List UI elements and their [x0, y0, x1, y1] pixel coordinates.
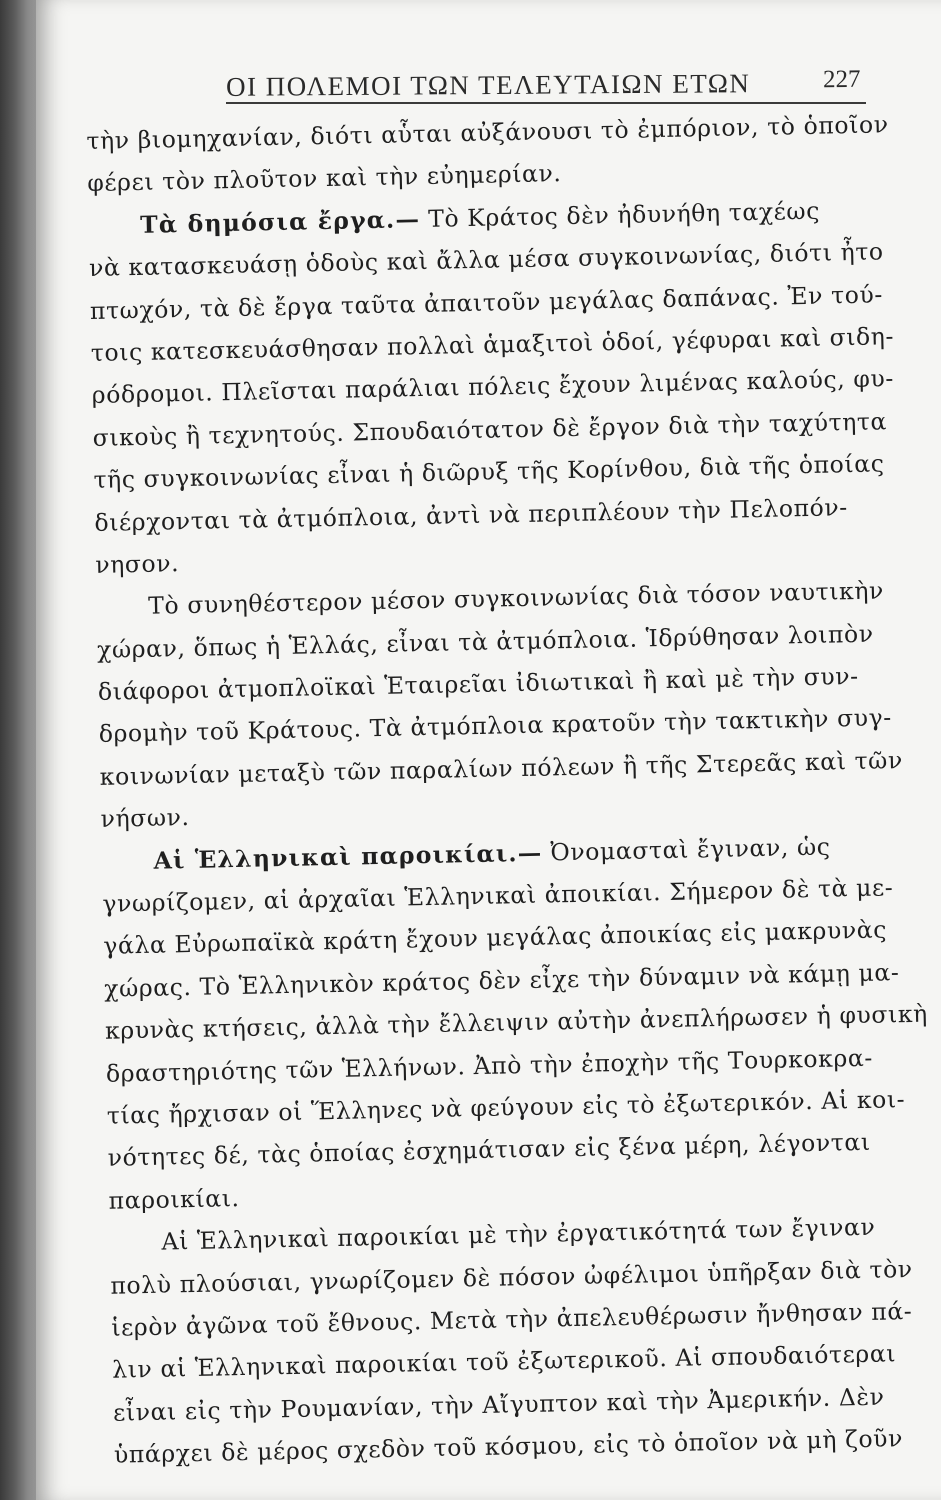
text-run: Ὀνομασταὶ ἔγιναν, ὡς: [550, 832, 831, 867]
text-line: ἱερὸν ἀγῶνα τοῦ ἔθνους. Μετὰ τὴν ἀπελευθέρωσιν ἤνθησαν πά-: [111, 1296, 913, 1342]
text-line: ὑπάρχει δὲ μέρος σχεδὸν τοῦ κόσμου, εἰς τὸ ὁποῖον νὰ μὴ ζοῦν: [113, 1424, 904, 1469]
text-run: Τὸ Κράτος δὲν ἠδυνήθη ταχέως: [427, 196, 821, 233]
text-line: φέρει τὸν πλοῦτον καὶ τὴν εὐημερίαν.: [87, 159, 562, 198]
text-line: τὴν βιομηχανίαν, διότι αὗται αὐξάνουσι τὸ ἐμπόριον, τὸ ὁποῖον: [86, 110, 889, 155]
running-title: ΟΙ ΠΟΛΕΜΟΙ ΤΩΝ ΤΕΛΕΥΤΑΙΩΝ ΕΤΩΝ: [225, 68, 751, 102]
text-line: λιν αἱ Ἑλληνικαὶ παροικίαι τοῦ ἐξωτερικοῦ. Αἱ σπουδαιότεραι: [111, 1339, 897, 1385]
text-line: τοις κατεσκευάσθησαν πολλαὶ ἁμαξιτοὶ ὁδοί, γέφυραι καὶ σιδη-: [90, 322, 895, 367]
page-number: 227: [822, 65, 861, 94]
book-page: [36, 0, 941, 1500]
section-heading-public-works: Τὰ δημόσια ἔργα.—: [139, 204, 421, 239]
section-heading-communities: Αἱ Ἑλληνικαὶ παροικίαι.—: [153, 838, 543, 875]
text-line: πολὺ πλούσιαι, γνωρίζομεν δὲ πόσον ὠφέλιμοι ὑπῆρξαν διὰ τὸν: [110, 1254, 913, 1300]
text-line: γάλα Εὐρωπαϊκὰ κράτη ἔχουν μεγάλας ἀποικίας εἰς μακρυνὰς: [103, 915, 888, 961]
text-line: νότητες δέ, τὰς ὁποίας ἐσχημάτισαν εἰς ξένα μέρη, λέγονται: [107, 1128, 871, 1173]
text-line: διέρχονται τὰ ἀτμόπλοια, ἀντὶ νὰ περιπλέουν τὴν Πελοπόν-: [94, 492, 849, 537]
text-line: νὰ κατασκευάσῃ ὁδοὺς καὶ ἄλλα μέσα συγκοινωνίας, διότι ἦτο: [88, 237, 884, 283]
header-rule: [226, 102, 866, 104]
text-line: δραστηριότης τῶν Ἑλλήνων. Ἀπὸ τὴν ἐποχὴν τῆς Τουρκοκρα-: [105, 1043, 874, 1088]
text-line: χώραν, ὅπως ἡ Ἑλλάς, εἶναι τὰ ἀτμόπλοια. Ἱδρύθησαν λοιπὸν: [96, 619, 874, 664]
text-line: νησον.: [95, 549, 180, 579]
text-line: πτωχόν, τὰ δὲ ἔργα ταῦτα ἀπαιτοῦν μεγάλας δαπάνας. Ἐν τού-: [89, 279, 884, 325]
text-line: χώρας. Τὸ Ἑλληνικὸν κράτος δὲν εἶχε τὴν δύναμιν νὰ κάμῃ μα-: [103, 957, 900, 1003]
text-line: κοινωνίαν μεταξὺ τῶν παραλίων πόλεων ἢ τῆς Στερεᾶς καὶ τῶν: [99, 745, 904, 791]
body-text: [86, 103, 929, 1476]
text-line: γνωρίζομεν, αἱ ἀρχαῖαι Ἑλληνικαὶ ἀποικίαι. Σήμερον δὲ τὰ με-: [102, 873, 894, 918]
text-line: κρυνὰς κτήσεις, ἀλλὰ τὴν ἔλλειψιν αὐτὴν ἀνεπλήρωσεν ἡ φυσικὴ: [104, 999, 929, 1046]
running-header: [226, 66, 866, 106]
text-line: διάφοροι ἀτμοπλοϊκαὶ Ἑταιρεῖαι ἰδιωτικαὶ ἢ καὶ μὲ τὴν συν-: [97, 662, 859, 706]
text-line: δρομὴν τοῦ Κράτους. Τὰ ἀτμόπλοια κρατοῦν τὴν τακτικὴν συγ-: [98, 703, 893, 749]
text-line: εἶναι εἰς τὴν Ρουμανίαν, τὴν Αἴγυπτον καὶ τὴν Ἀμερικήν. Δὲν: [112, 1382, 885, 1427]
text-line: νήσων.: [100, 803, 190, 834]
text-line: τίας ἤρχισαν οἱ Ἕλληνες νὰ φεύγουν εἰς τὸ ἐξωτερικόν. Αἱ κοι-: [106, 1085, 906, 1130]
text-line: Τὸ συνηθέστερον μέσον συγκοινωνίας διὰ τόσον ναυτικὴν: [147, 576, 885, 621]
text-line: ρόδρομοι. Πλεῖσται παράλιαι πόλεις ἔχουν λιμένας καλούς, φυ-: [91, 364, 895, 410]
text-line: τῆς συγκοινωνίας εἶναι ἡ διῶρυξ τῆς Κορίνθου, διὰ τῆς ὁποίας: [93, 449, 885, 495]
text-line: σικοὺς ἢ τεχνητούς. Σπουδαιότατον δὲ ἔργον διὰ τὴν ταχύτητα: [92, 407, 888, 452]
text-line: Αἱ Ἑλληνικαὶ παροικίαι μὲ τὴν ἐργατικότητά των ἔγιναν: [161, 1212, 876, 1256]
text-line: παροικίαι.: [108, 1183, 240, 1215]
